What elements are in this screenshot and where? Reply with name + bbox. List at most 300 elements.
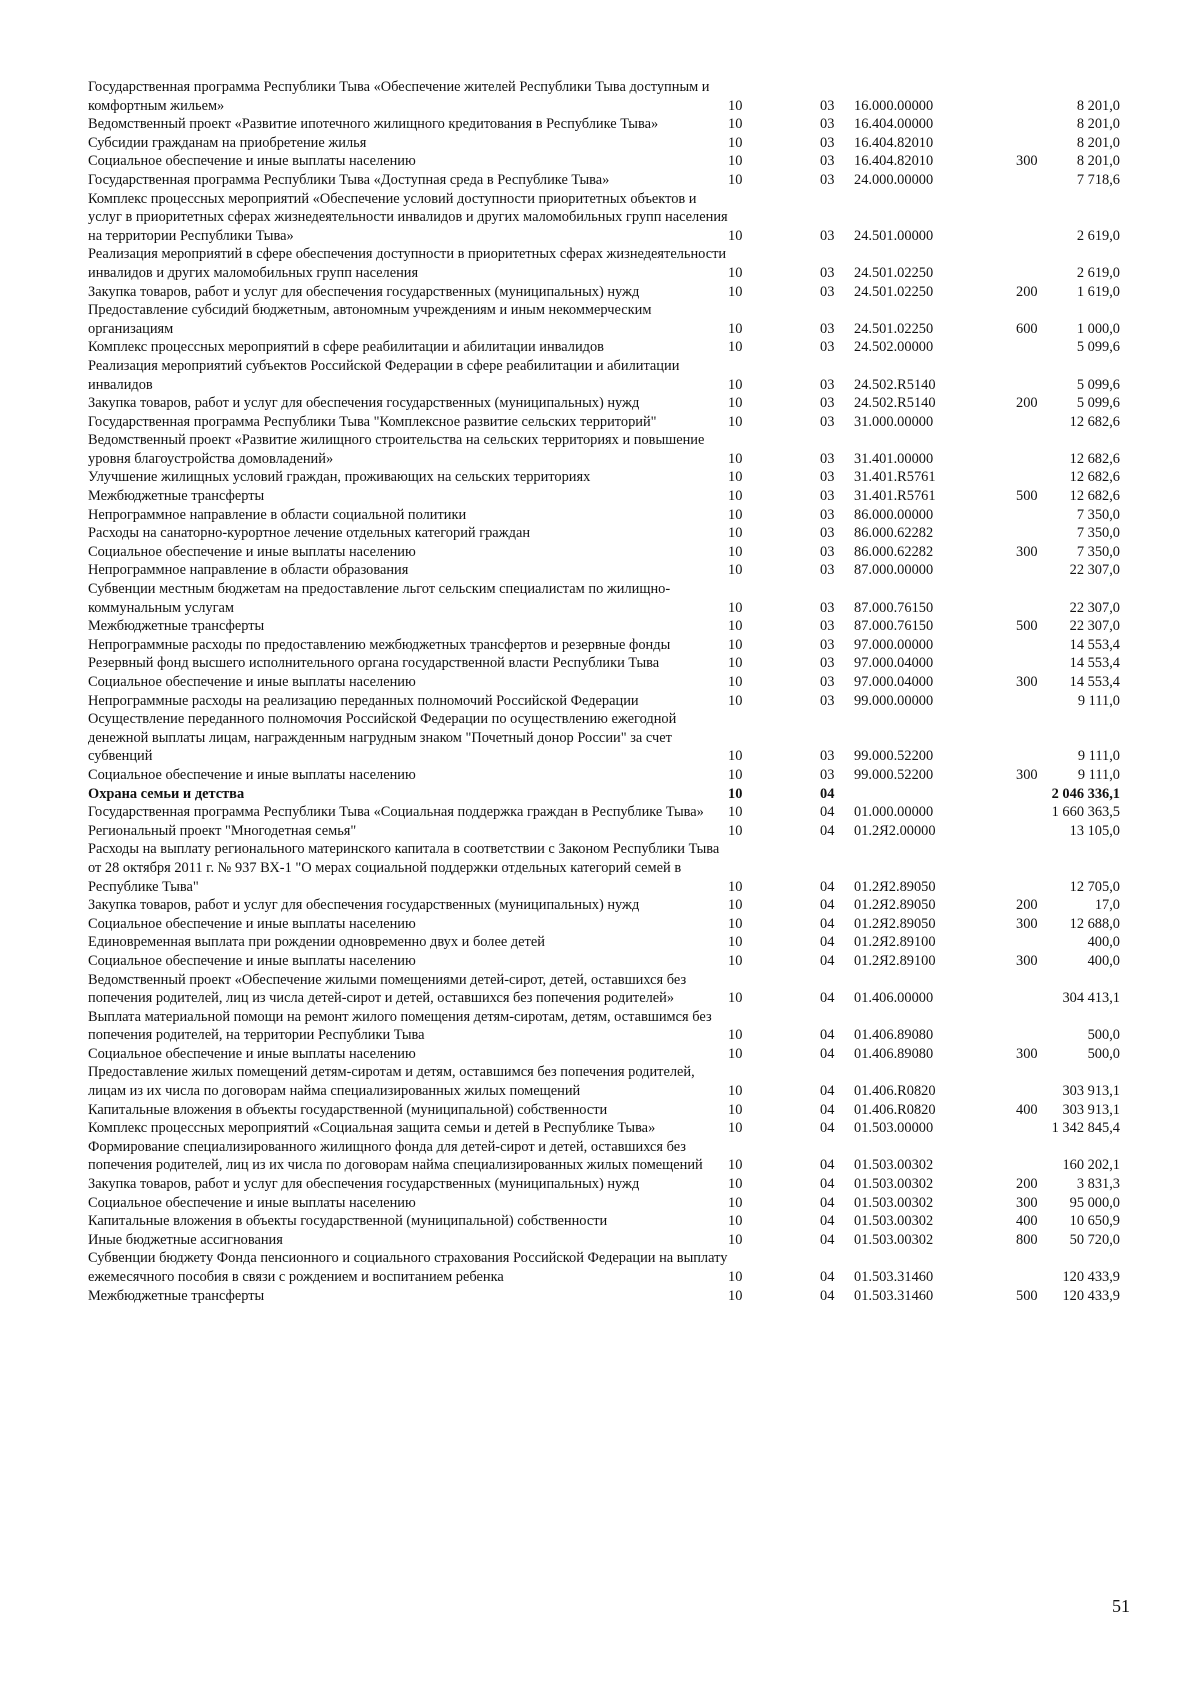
subsection-code: 04: [820, 1120, 835, 1137]
expense-type-code: 400: [1016, 1101, 1038, 1118]
target-article-code: 87.000.00000: [854, 562, 934, 579]
expense-type-code: 200: [1016, 395, 1038, 412]
table-row: [88, 301, 1120, 338]
subsection-code: 03: [820, 488, 835, 505]
target-article-code: 24.000.00000: [854, 171, 934, 188]
section-code: 10: [728, 97, 743, 114]
target-article-code: 01.2Я2.89100: [854, 934, 936, 951]
table-row: [88, 134, 1120, 153]
row-name: Иные бюджетные ассигнования: [88, 1231, 283, 1248]
expense-type-code: 500: [1016, 1287, 1038, 1304]
row-name: Закупка товаров, работ и услуг для обеспечения государственных (муниципальных) нужд: [88, 1176, 640, 1193]
amount: 400,0: [1087, 934, 1120, 951]
target-article-code: 31.401.R5761: [854, 488, 936, 505]
target-article-code: 24.502.00000: [854, 339, 934, 356]
target-article-code: 01.503.31460: [854, 1287, 934, 1304]
section-code: 10: [728, 655, 743, 672]
target-article-code: 24.501.02250: [854, 320, 934, 337]
table-row: [88, 152, 1120, 171]
amount: 14 553,4: [1069, 636, 1120, 653]
section-code: 10: [728, 1194, 743, 1211]
expense-type-code: 200: [1016, 897, 1038, 914]
section-code: 10: [728, 171, 743, 188]
subsection-code: 04: [820, 990, 835, 1007]
target-article-code: 99.000.52200: [854, 766, 934, 783]
amount: 22 307,0: [1069, 562, 1120, 579]
subsection-code: 03: [820, 469, 835, 486]
section-code: 10: [728, 1027, 743, 1044]
amount: 1 342 845,4: [1051, 1120, 1120, 1137]
table-row: [88, 357, 1120, 394]
row-name: Предоставление жилых помещений детям-сиротам и детям, оставшимся без попечения родителей, лицам из их числа по договорам найма специализированных жилых помещений: [88, 1064, 695, 1100]
table-row: [88, 896, 1120, 915]
section-code: 10: [728, 1045, 743, 1062]
table-row: [88, 394, 1120, 413]
expense-type-code: 300: [1016, 1045, 1038, 1062]
amount: 9 111,0: [1077, 692, 1120, 709]
subsection-code: 03: [820, 766, 835, 783]
row-name: Государственная программа Республики Тыва "Комплексное развитие сельских территорий": [88, 413, 657, 430]
section-code: 10: [728, 339, 743, 356]
row-name: Закупка товаров, работ и услуг для обеспечения государственных (муниципальных) нужд: [88, 395, 640, 412]
page-number: 51: [1112, 1596, 1130, 1616]
table-row: [88, 1249, 1120, 1286]
target-article-code: 01.2Я2.89050: [854, 915, 936, 932]
budget-table-body: [88, 78, 1120, 1305]
expense-type-code: [1016, 190, 1050, 246]
row-name: Субвенции бюджету Фонда пенсионного и социального страхования Российской Федерации на выплату ежемесячного пособия в связи с рождением и воспитанием ребенка: [88, 1250, 728, 1285]
target-article-code: 01.503.00302: [854, 1157, 934, 1174]
target-article-code: 86.000.62282: [854, 525, 934, 542]
expense-type-code: [1016, 506, 1050, 525]
subsection-code: 03: [820, 748, 835, 765]
target-article-code: 31.401.00000: [854, 450, 934, 467]
row-name: Социальное обеспечение и иные выплаты населению: [88, 1194, 416, 1211]
section-code: 10: [728, 1231, 743, 1248]
expense-type-code: [1016, 357, 1050, 394]
target-article-code: 16.404.82010: [854, 134, 934, 151]
table-row: [88, 283, 1120, 302]
section-code: 10: [728, 320, 743, 337]
target-article-code: 01.406.R0820: [854, 1083, 936, 1100]
row-name: Социальное обеспечение и иные выплаты населению: [88, 915, 416, 932]
amount: 8 201,0: [1076, 97, 1120, 114]
target-article-code: 16.404.82010: [854, 153, 934, 170]
expense-type-code: 200: [1016, 283, 1038, 300]
expense-type-code: [1016, 524, 1050, 543]
table-row: [88, 1212, 1120, 1231]
row-name: Реализация мероприятий субъектов Российской Федерации в сфере реабилитации и абилитации инвалидов: [88, 357, 680, 393]
section-code: 10: [728, 1176, 743, 1193]
subsection-code: 04: [820, 878, 835, 895]
table-row: [88, 822, 1120, 841]
table-row: [88, 78, 1120, 115]
amount: 12 682,6: [1069, 450, 1120, 467]
target-article-code: 87.000.76150: [854, 599, 934, 616]
table-row: [88, 1231, 1120, 1250]
target-article-code: 01.406.89080: [854, 1027, 934, 1044]
amount: 2 046 336,1: [1051, 785, 1120, 802]
target-article-code: 97.000.00000: [854, 636, 934, 653]
row-name: Субвенции местным бюджетам на предоставление льгот сельским специалистам по жилищно-коммунальным услугам: [88, 581, 671, 616]
expense-type-code: [1016, 1138, 1050, 1175]
table-row: [88, 803, 1120, 822]
row-name: Непрограммное направление в области образования: [88, 562, 409, 579]
subsection-code: 04: [820, 1269, 835, 1285]
amount: 7 718,6: [1076, 171, 1120, 188]
row-name: Государственная программа Республики Тыва «Социальная поддержка граждан в Республике Тыва»: [88, 804, 704, 821]
section-code: 10: [728, 897, 743, 914]
table-row: [88, 952, 1120, 971]
row-name: Расходы на выплату регионального материнского капитала в соответствии с Законом Республики Тыва от 28 октября 2011 г. № 937 ВХ-1 "О мерах социальной поддержки отдельных категорий семей в Республике Тыва": [88, 841, 720, 895]
table-row: [88, 1045, 1120, 1064]
expense-type-code: 300: [1016, 1194, 1038, 1211]
table-row: [88, 636, 1120, 655]
expense-type-code: [1016, 468, 1050, 487]
target-article-code: 86.000.62282: [854, 543, 934, 560]
section-code: 10: [728, 469, 743, 486]
table-row: [88, 468, 1120, 487]
expense-type-code: [1016, 245, 1050, 282]
section-code: 10: [728, 376, 743, 393]
row-name: Закупка товаров, работ и услуг для обеспечения государственных (муниципальных) нужд: [88, 897, 640, 914]
table-row: [88, 654, 1120, 673]
row-name: Социальное обеспечение и иные выплаты населению: [88, 766, 416, 783]
row-name: Резервный фонд высшего исполнительного органа государственной власти Республики Тыва: [88, 655, 660, 672]
expense-type-code: [1016, 561, 1050, 580]
table-row: [88, 1119, 1120, 1138]
amount: 5 099,6: [1076, 339, 1120, 356]
target-article-code: 97.000.04000: [854, 674, 934, 690]
table-row: [88, 1101, 1120, 1120]
amount: 22 307,0: [1069, 618, 1120, 635]
subsection-code: 04: [820, 785, 835, 802]
table-row: [88, 673, 1120, 692]
table-row: [88, 171, 1120, 190]
table-row: [88, 506, 1120, 525]
amount: 1 660 363,5: [1051, 804, 1120, 821]
expense-type-code: [1016, 654, 1050, 673]
target-article-code: 01.000.00000: [854, 804, 934, 821]
target-article-code: 24.501.00000: [854, 227, 934, 244]
table-row: [88, 692, 1120, 711]
section-code: 10: [728, 934, 743, 951]
row-name: Субсидии гражданам на приобретение жилья: [88, 134, 367, 151]
section-code: 10: [728, 915, 743, 932]
row-name: Формирование специализированного жилищного фонда для детей-сирот и детей, оставшихся без попечения родителей, лиц из их числа по договорам найма специализированных жилых помещений: [88, 1138, 703, 1174]
section-code: 10: [728, 599, 743, 616]
subsection-code: 04: [820, 1287, 835, 1304]
row-name: Социальное обеспечение и иные выплаты населению: [88, 1045, 416, 1062]
table-row: [88, 971, 1120, 1008]
amount: 500,0: [1087, 1027, 1120, 1044]
subsection-code: 04: [820, 952, 835, 969]
expense-type-code: [1016, 1008, 1050, 1045]
target-article-code: 86.000.00000: [854, 506, 934, 523]
row-name: Осуществление переданного полномочия Российской Федерации по осуществлению ежегодной денежной выплаты лицам, награжденным нагрудным знаком "Почетный донор России" за счет субвенций: [88, 711, 677, 765]
row-name: Комплекс процессных мероприятий в сфере реабилитации и абилитации инвалидов: [88, 339, 604, 356]
section-code: 10: [728, 1213, 743, 1230]
target-article-code: 97.000.04000: [854, 655, 934, 672]
table-row: [88, 580, 1120, 617]
expense-type-code: [1016, 692, 1050, 711]
section-code: 10: [728, 952, 743, 969]
row-name: Единовременная выплата при рождении одновременно двух и более детей: [88, 934, 545, 951]
section-code: 10: [728, 785, 743, 802]
subsection-code: 04: [820, 1101, 835, 1118]
amount: 12 682,6: [1069, 413, 1120, 430]
expense-type-code: [1016, 636, 1050, 655]
table-row: [88, 785, 1120, 804]
expense-type-code: [1016, 933, 1050, 952]
target-article-code: 01.2Я2.89050: [854, 878, 936, 895]
row-name: Реализация мероприятий в сфере обеспечения доступности в приоритетных сферах жизнедеятельности инвалидов и других маломобильных групп населения: [88, 246, 727, 281]
section-code: 10: [728, 674, 743, 690]
section-code: 10: [728, 134, 743, 151]
target-article-code: 01.406.R0820: [854, 1101, 936, 1118]
section-code: 10: [728, 692, 743, 709]
target-article-code: 24.502.R5140: [854, 376, 936, 393]
table-row: [88, 915, 1120, 934]
section-code: 10: [728, 1101, 743, 1118]
expense-type-code: [1016, 1249, 1050, 1286]
expense-type-code: [1016, 840, 1050, 896]
section-code: 10: [728, 636, 743, 653]
amount: 304 413,1: [1062, 990, 1120, 1007]
target-article-code: 24.501.02250: [854, 283, 934, 300]
subsection-code: 04: [820, 1176, 835, 1193]
target-article-code: 24.501.02250: [854, 264, 934, 281]
subsection-code: 04: [820, 1231, 835, 1248]
row-name: Ведомственный проект «Развитие жилищного строительства на сельских территориях и повышение уровня благоустройства домовладений»: [88, 432, 705, 467]
target-article-code: 01.503.00302: [854, 1213, 934, 1230]
subsection-code: 03: [820, 655, 835, 672]
section-code: 10: [728, 413, 743, 430]
subsection-code: 04: [820, 915, 835, 932]
target-article-code: 01.503.31460: [854, 1269, 934, 1285]
row-name: Комплекс процессных мероприятий «Социальная защита семьи и детей в Республике Тыва»: [88, 1120, 656, 1137]
subsection-code: 04: [820, 1083, 835, 1100]
table-row: [88, 933, 1120, 952]
section-code: 10: [728, 264, 743, 281]
amount: 8 201,0: [1076, 153, 1120, 170]
amount: 5 099,6: [1076, 376, 1120, 393]
row-name: Социальное обеспечение и иные выплаты населению: [88, 543, 416, 560]
table-row: [88, 524, 1120, 543]
subsection-code: 03: [820, 692, 835, 709]
amount: 50 720,0: [1069, 1231, 1120, 1248]
subsection-code: 04: [820, 804, 835, 821]
section-code: 10: [728, 1120, 743, 1137]
row-name: Государственная программа Республики Тыва «Доступная среда в Республике Тыва»: [88, 171, 610, 188]
expense-type-code: [1016, 785, 1050, 804]
row-name: Межбюджетные трансферты: [88, 618, 265, 635]
amount: 17,0: [1094, 897, 1120, 914]
budget-table: [88, 78, 1120, 1305]
subsection-code: 04: [820, 1045, 835, 1062]
target-article-code: 16.404.00000: [854, 116, 934, 133]
amount: 7 350,0: [1076, 525, 1120, 542]
expense-type-code: 300: [1016, 952, 1038, 969]
table-row: [88, 487, 1120, 506]
target-article-code: 01.2Я2.89050: [854, 897, 936, 914]
expense-type-code: 500: [1016, 618, 1038, 635]
amount: 8 201,0: [1076, 134, 1120, 151]
subsection-code: 03: [820, 97, 835, 114]
amount: 2 619,0: [1076, 227, 1120, 244]
amount: 7 350,0: [1076, 506, 1120, 523]
table-row: [88, 710, 1120, 766]
section-code: 10: [728, 488, 743, 505]
section-code: 10: [728, 748, 743, 765]
row-name: Непрограммные расходы на реализацию переданных полномочий Российской Федерации: [88, 692, 639, 709]
section-code: 10: [728, 562, 743, 579]
amount: 160 202,1: [1062, 1157, 1120, 1174]
row-name: Капитальные вложения в объекты государственной (муниципальной) собственности: [88, 1213, 608, 1230]
expense-type-code: [1016, 134, 1050, 153]
target-article-code: 01.2Я2.00000: [854, 822, 936, 839]
subsection-code: 03: [820, 376, 835, 393]
target-article-code: 87.000.76150: [854, 618, 934, 635]
section-code: 10: [728, 227, 743, 244]
target-article-code: 01.503.00302: [854, 1231, 934, 1248]
row-name: Социальное обеспечение и иные выплаты населению: [88, 153, 416, 170]
subsection-code: 03: [820, 283, 835, 300]
target-article-code: 01.503.00302: [854, 1176, 934, 1193]
row-name: Непрограммные расходы по предоставлению межбюджетных трансфертов и резервные фонды: [88, 636, 671, 653]
row-name: Капитальные вложения в объекты государственной (муниципальной) собственности: [88, 1101, 608, 1118]
table-row: [88, 1175, 1120, 1194]
target-article-code: 01.503.00302: [854, 1194, 934, 1211]
row-name: Выплата материальной помощи на ремонт жилого помещения детям-сиротам, детям, оставшимся без попечения родителей, на территории Республики Тыва: [88, 1008, 712, 1044]
subsection-code: 03: [820, 599, 835, 616]
row-name: Государственная программа Республики Тыва «Обеспечение жителей Республики Тыва доступным и комфортным жильем»: [88, 79, 710, 114]
subsection-code: 03: [820, 320, 835, 337]
row-name: Социальное обеспечение и иные выплаты населению: [88, 952, 416, 969]
expense-type-code: 300: [1016, 915, 1038, 932]
table-row: [88, 413, 1120, 432]
amount: 120 433,9: [1062, 1269, 1120, 1285]
subsection-code: 03: [820, 543, 835, 560]
amount: 14 553,4: [1069, 674, 1120, 690]
row-name: Ведомственный проект «Развитие ипотечного жилищного кредитования в Республике Тыва»: [88, 116, 659, 133]
subsection-code: 04: [820, 1213, 835, 1230]
row-name: Улучшение жилищных условий граждан, проживающих на сельских территориях: [88, 469, 591, 486]
row-name: Ведомственный проект «Обеспечение жилыми помещениями детей-сирот, детей, оставшихся без попечения родителей, лиц из числа детей-сирот и детей, оставшихся без попечения родителей»: [88, 971, 687, 1007]
subsection-code: 04: [820, 934, 835, 951]
amount: 13 105,0: [1069, 822, 1120, 839]
amount: 400,0: [1087, 952, 1120, 969]
subsection-code: 03: [820, 562, 835, 579]
expense-type-code: [1016, 971, 1050, 1008]
target-article-code: 31.000.00000: [854, 413, 934, 430]
table-row: [88, 543, 1120, 562]
table-row: [88, 1287, 1120, 1306]
amount: 14 553,4: [1069, 655, 1120, 672]
amount: 10 650,9: [1069, 1213, 1120, 1230]
table-row: [88, 115, 1120, 134]
subsection-code: 03: [820, 413, 835, 430]
expense-type-code: [1016, 413, 1050, 432]
subsection-code: 03: [820, 171, 835, 188]
amount: 22 307,0: [1069, 599, 1120, 616]
target-article-code: 16.000.00000: [854, 97, 934, 114]
subsection-code: 03: [820, 506, 835, 523]
section-code: 10: [728, 990, 743, 1007]
subsection-code: 03: [820, 116, 835, 133]
expense-type-code: 600: [1016, 320, 1038, 337]
section-code: 10: [728, 543, 743, 560]
expense-type-code: [1016, 803, 1050, 822]
row-name: Предоставление субсидий бюджетным, автономным учреждениям и иным некоммерческим организациям: [88, 302, 652, 337]
subsection-code: 03: [820, 450, 835, 467]
amount: 1 619,0: [1076, 283, 1120, 300]
amount: 9 111,0: [1077, 766, 1120, 783]
amount: 12 682,6: [1069, 488, 1120, 505]
expense-type-code: [1016, 822, 1050, 841]
expense-type-code: 300: [1016, 766, 1038, 783]
section-code: 10: [728, 804, 743, 821]
target-article-code: 01.406.00000: [854, 990, 934, 1007]
table-row: [88, 766, 1120, 785]
table-row: [88, 1194, 1120, 1213]
table-row: [88, 617, 1120, 636]
section-code: 10: [728, 1083, 743, 1100]
expense-type-code: 300: [1016, 674, 1038, 690]
row-name: Охрана семьи и детства: [88, 785, 245, 802]
row-name: Комплекс процессных мероприятий «Обеспечение условий доступности приоритетных объектов и услуг в приоритетных сферах жизнедеятельности инвалидов и других маломобильных групп населения на территории Республики Тыва»: [88, 190, 728, 244]
target-article-code: 24.502.R5140: [854, 395, 936, 412]
subsection-code: 03: [820, 339, 835, 356]
subsection-code: 04: [820, 1157, 835, 1174]
table-row: [88, 561, 1120, 580]
section-code: 10: [728, 618, 743, 635]
expense-type-code: 400: [1016, 1213, 1038, 1230]
row-name: Непрограммное направление в области социальной политики: [88, 506, 467, 523]
expense-type-code: [1016, 171, 1050, 190]
table-row: [88, 431, 1120, 468]
expense-type-code: 300: [1016, 543, 1038, 560]
section-code: 10: [728, 116, 743, 133]
row-name: Межбюджетные трансферты: [88, 488, 265, 505]
target-article-code: 31.401.R5761: [854, 469, 936, 486]
table-row: [88, 245, 1120, 282]
amount: 120 433,9: [1062, 1287, 1120, 1304]
subsection-code: 03: [820, 525, 835, 542]
table-row: [88, 190, 1120, 246]
amount: 8 201,0: [1076, 116, 1120, 133]
subsection-code: 04: [820, 1027, 835, 1044]
subsection-code: 03: [820, 227, 835, 244]
subsection-code: 04: [820, 897, 835, 914]
section-code: 10: [728, 395, 743, 412]
amount: 303 913,1: [1062, 1101, 1120, 1118]
section-code: 10: [728, 525, 743, 542]
subsection-code: 04: [820, 822, 835, 839]
target-article-code: 01.503.00000: [854, 1120, 934, 1137]
amount: 7 350,0: [1076, 543, 1120, 560]
amount: 12 682,6: [1069, 469, 1120, 486]
row-name: Региональный проект "Многодетная семья": [88, 822, 357, 839]
expense-type-code: 800: [1016, 1231, 1038, 1248]
table-row: [88, 1063, 1120, 1100]
expense-type-code: [1016, 115, 1050, 134]
amount: 2 619,0: [1076, 264, 1120, 281]
section-code: 10: [728, 766, 743, 783]
expense-type-code: [1016, 431, 1050, 468]
amount: 5 099,6: [1076, 395, 1120, 412]
subsection-code: 03: [820, 264, 835, 281]
